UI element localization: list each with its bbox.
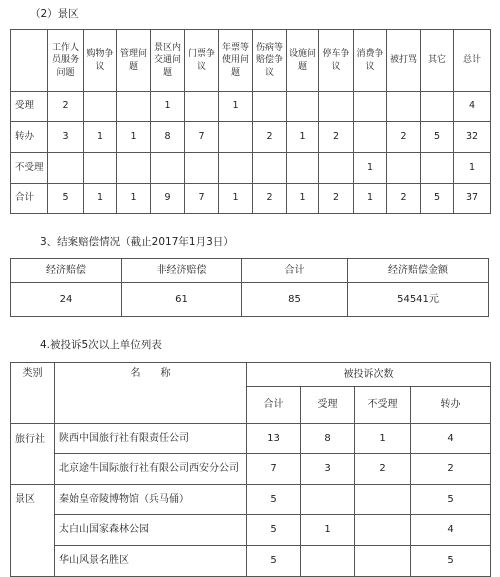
table-cell: 1 [354, 153, 387, 184]
table-row-total [11, 184, 491, 214]
table-cell [355, 515, 411, 546]
header-cell [11, 30, 48, 92]
table-cell: 1 [151, 92, 185, 122]
header-cell: 管理问题 [117, 30, 151, 92]
header-cell: 经济赔偿金额 [348, 259, 489, 283]
unit-name-cell: 秦始皇帝陵博物馆（兵马俑） [55, 485, 247, 515]
unit-name-cell: 太白山国家森林公园 [55, 515, 247, 546]
table-row [11, 485, 491, 515]
table-cell: 1 [84, 184, 117, 214]
table-cell: 5 [411, 485, 491, 515]
table-cell: 5 [411, 546, 491, 577]
table-cell [253, 92, 287, 122]
table-row [11, 424, 491, 454]
table-cell: 8 [151, 122, 185, 153]
table-cell: 2 [253, 184, 287, 214]
table-cell: 4 [411, 515, 491, 546]
table-cell: 7 [185, 184, 219, 214]
table-cell: 7 [247, 454, 301, 485]
category-cell: 景区 [11, 485, 55, 577]
table-row [11, 546, 491, 577]
header-cell: 景区内交通问题 [151, 30, 185, 92]
table-cell: 61 [122, 283, 242, 317]
table-cell: 2 [411, 454, 491, 485]
header-cell: 受理 [301, 387, 355, 424]
table-cell: 13 [247, 424, 301, 454]
table-cell [421, 153, 454, 184]
table-cell [253, 153, 287, 184]
table-cell [287, 92, 319, 122]
row-label: 不受理 [11, 153, 48, 184]
table-cell: 1 [117, 184, 151, 214]
table-cell: 2 [319, 122, 354, 153]
table-row [11, 122, 491, 153]
table-cell: 1 [84, 122, 117, 153]
table-cell: 85 [242, 283, 348, 317]
table-cell: 2 [387, 122, 421, 153]
table-cell [287, 153, 319, 184]
table-cell: 1 [219, 184, 253, 214]
table-cell [319, 92, 354, 122]
table-cell [185, 153, 219, 184]
header-cell: 年票等使用问题 [219, 30, 253, 92]
header-cell: 总计 [454, 30, 491, 92]
table-cell: 1 [454, 153, 491, 184]
table-cell: 8 [301, 424, 355, 454]
header-cell: 工作人员服务问题 [48, 30, 84, 92]
table-cell: 5 [247, 546, 301, 577]
table-cell [48, 153, 84, 184]
table-cell [387, 92, 421, 122]
header-cell: 转办 [411, 387, 491, 424]
header-cell: 不受理 [355, 387, 411, 424]
table-header-row [11, 30, 491, 92]
header-cell: 消费争议 [354, 30, 387, 92]
table-cell: 9 [151, 184, 185, 214]
complained-units-table [10, 362, 491, 577]
header-cell: 购物争议 [84, 30, 117, 92]
table-cell: 5 [421, 122, 454, 153]
table-cell: 5 [421, 184, 454, 214]
table-cell: 1 [355, 424, 411, 454]
header-cell: 合计 [247, 387, 301, 424]
table-row [11, 153, 491, 184]
table-header-row [11, 259, 489, 283]
table-cell [117, 92, 151, 122]
scenic-complaints-table [10, 29, 491, 214]
section-heading-scenic: （2）景区 [30, 8, 79, 20]
header-name: 名 称 [55, 363, 247, 424]
table-row [11, 92, 491, 122]
unit-name-cell: 北京途牛国际旅行社有限公司西安分公司 [55, 454, 247, 485]
header-cell: 其它 [421, 30, 454, 92]
table-header-row [11, 363, 491, 387]
table-cell [421, 92, 454, 122]
table-cell: 4 [411, 424, 491, 454]
table-cell: 54541元 [348, 283, 489, 317]
table-row [11, 283, 489, 317]
table-cell [355, 485, 411, 515]
table-cell: 3 [48, 122, 84, 153]
table-cell: 1 [117, 122, 151, 153]
table-cell [354, 122, 387, 153]
table-cell: 1 [287, 184, 319, 214]
table-cell [387, 153, 421, 184]
table-cell: 2 [319, 184, 354, 214]
table-cell [151, 153, 185, 184]
table-cell [301, 546, 355, 577]
header-complaint-count: 被投诉次数 [247, 363, 491, 387]
row-label: 受理 [11, 92, 48, 122]
header-cell: 停车争议 [319, 30, 354, 92]
section-heading-compensation: 3、结案赔偿情况（截止2017年1月3日） [40, 236, 234, 248]
table-cell [84, 153, 117, 184]
table-row [11, 454, 491, 485]
table-cell: 2 [253, 122, 287, 153]
header-cell: 经济赔偿 [11, 259, 122, 283]
table-cell [185, 92, 219, 122]
table-cell [301, 485, 355, 515]
table-cell [219, 122, 253, 153]
table-cell: 5 [247, 515, 301, 546]
header-cell: 非经济赔偿 [122, 259, 242, 283]
row-label: 转办 [11, 122, 48, 153]
header-category: 类别 [11, 363, 55, 424]
table-cell: 2 [355, 454, 411, 485]
table-cell: 37 [454, 184, 491, 214]
table-cell [354, 92, 387, 122]
table-cell: 4 [454, 92, 491, 122]
table-cell: 3 [301, 454, 355, 485]
table-cell: 5 [247, 485, 301, 515]
category-cell: 旅行社 [11, 424, 55, 485]
table-cell [117, 153, 151, 184]
table-cell: 1 [301, 515, 355, 546]
header-cell: 设施问题 [287, 30, 319, 92]
table-cell [219, 153, 253, 184]
table-cell [355, 546, 411, 577]
header-cell: 合计 [242, 259, 348, 283]
row-label: 合计 [11, 184, 48, 214]
header-cell: 门票争议 [185, 30, 219, 92]
table-cell: 2 [387, 184, 421, 214]
header-cell: 被打骂 [387, 30, 421, 92]
section-heading-complained-units: 4.被投诉5次以上单位列表 [40, 339, 162, 351]
unit-name-cell: 华山风景名胜区 [55, 546, 247, 577]
table-cell: 1 [287, 122, 319, 153]
table-cell [319, 153, 354, 184]
table-cell: 2 [48, 92, 84, 122]
table-cell: 1 [354, 184, 387, 214]
table-cell: 32 [454, 122, 491, 153]
table-cell: 5 [48, 184, 84, 214]
compensation-table [10, 258, 489, 317]
table-row [11, 515, 491, 546]
table-cell: 24 [11, 283, 122, 317]
unit-name-cell: 陕西中国旅行社有限责任公司 [55, 424, 247, 454]
table-cell [84, 92, 117, 122]
header-cell: 伤病等赔偿争议 [253, 30, 287, 92]
table-cell: 1 [219, 92, 253, 122]
table-cell: 7 [185, 122, 219, 153]
